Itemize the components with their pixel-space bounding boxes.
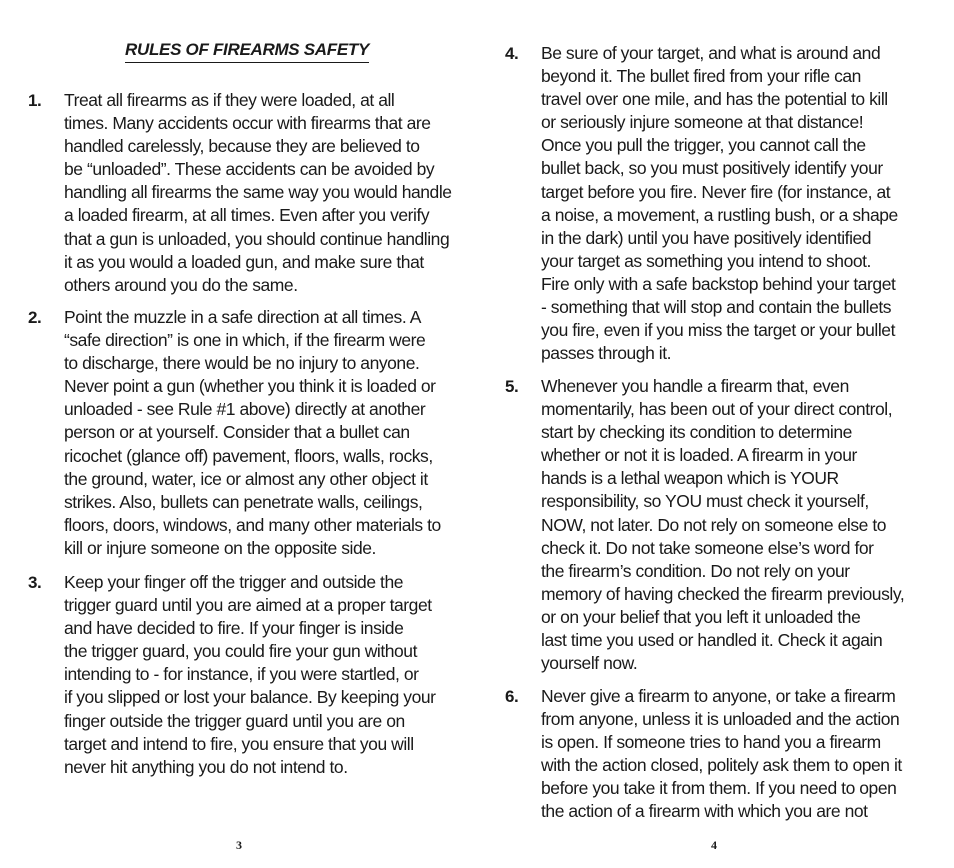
rule-text: Keep your finger off the trigger and outside the trigger guard until you are aimed at a proper target and have decided to fire. If your finger is inside the trigger guard, you could fire your gun without intending to - for instance, if you were startled, or if you slipped or lost your balance. By keeping your finger outside the trigger guard until you are on target and intend to fire, you ensure that you will never hit anything you do not intend to. bbox=[64, 572, 436, 777]
rule-text: Point the muzzle in a safe direction at all times. A “safe direction” is one in which, if the firearm were to discharge, there would be no injury to anyone. Never point a gun (whether you think it is loaded or unloaded - see Rule #1 above) directly at another person or at yourself. Consider that a bullet can ricochet (glance off) pavement, floors, walls, rocks, the ground, water, ice or almost any other object it strikes. Also, bullets can penetrate walls, ceilings, floors, doors, windows, and many other materials to kill or injure someone on the opposite side. bbox=[64, 307, 441, 558]
rule-number: 1. bbox=[28, 91, 42, 110]
rule-number: 2. bbox=[28, 308, 42, 327]
rule-number: 4. bbox=[505, 44, 519, 63]
rule-text: Be sure of your target, and what is around and beyond it. The bullet fired from your rifle can travel over one mile, and has the potential to kill or seriously injure someone at that distance! Once you pull the trigger, you cannot call the bullet back, so you must positively identify your target before you fire. Never fire (for instance, at a noise, a movement, a rustling bush, or a shape in the dark) until you have positively identified your target as something you intend to shoot. Fire only with a safe backstop behind your target - something that will stop and contain the bullets you fire, even if you miss the target or your bullet passes through it. bbox=[541, 43, 898, 364]
page-number: 3 bbox=[236, 838, 242, 852]
page-title: RULES OF FIREARMS SAFETY bbox=[125, 40, 369, 63]
rule-text: Whenever you handle a firearm that, even momentarily, has been out of your direct control, start by checking its condition to determine whether or not it is loaded. A firearm in your hands is a lethal weapon which is YOUR responsibility, so YOU must check it yourself, NOW, not later. Do not rely on someone else to check it. Do not take someone else’s word for the firearm’s condition. Do not rely on your memory of having checked the firearm previously, or on your belief that you left it unloaded the last time you used or handled it. Check it again yourself now. bbox=[541, 376, 905, 674]
rule-number: 6. bbox=[505, 687, 519, 706]
right-page bbox=[477, 0, 954, 868]
rule-number: 5. bbox=[505, 377, 519, 396]
page-number: 4 bbox=[711, 838, 717, 852]
rule-text: Never give a firearm to anyone, or take a firearm from anyone, unless it is unloaded and the action is open. If someone tries to hand you a firearm with the action closed, politely ask them to open it before you take it from them. If you need to open the action of a firearm with which you are not bbox=[541, 686, 902, 822]
rule-text: Treat all firearms as if they were loaded, at all times. Many accidents occur with firearms that are handled carelessly, because they are believed to be “unloaded”. These accidents can be avoided by handling all firearms the same way you would handle a loaded firearm, at all times. Even after you verify that a gun is unloaded, you should continue handling it as you would a loaded gun, and make sure that others around you do the same. bbox=[64, 90, 452, 295]
rule-number: 3. bbox=[28, 573, 42, 592]
